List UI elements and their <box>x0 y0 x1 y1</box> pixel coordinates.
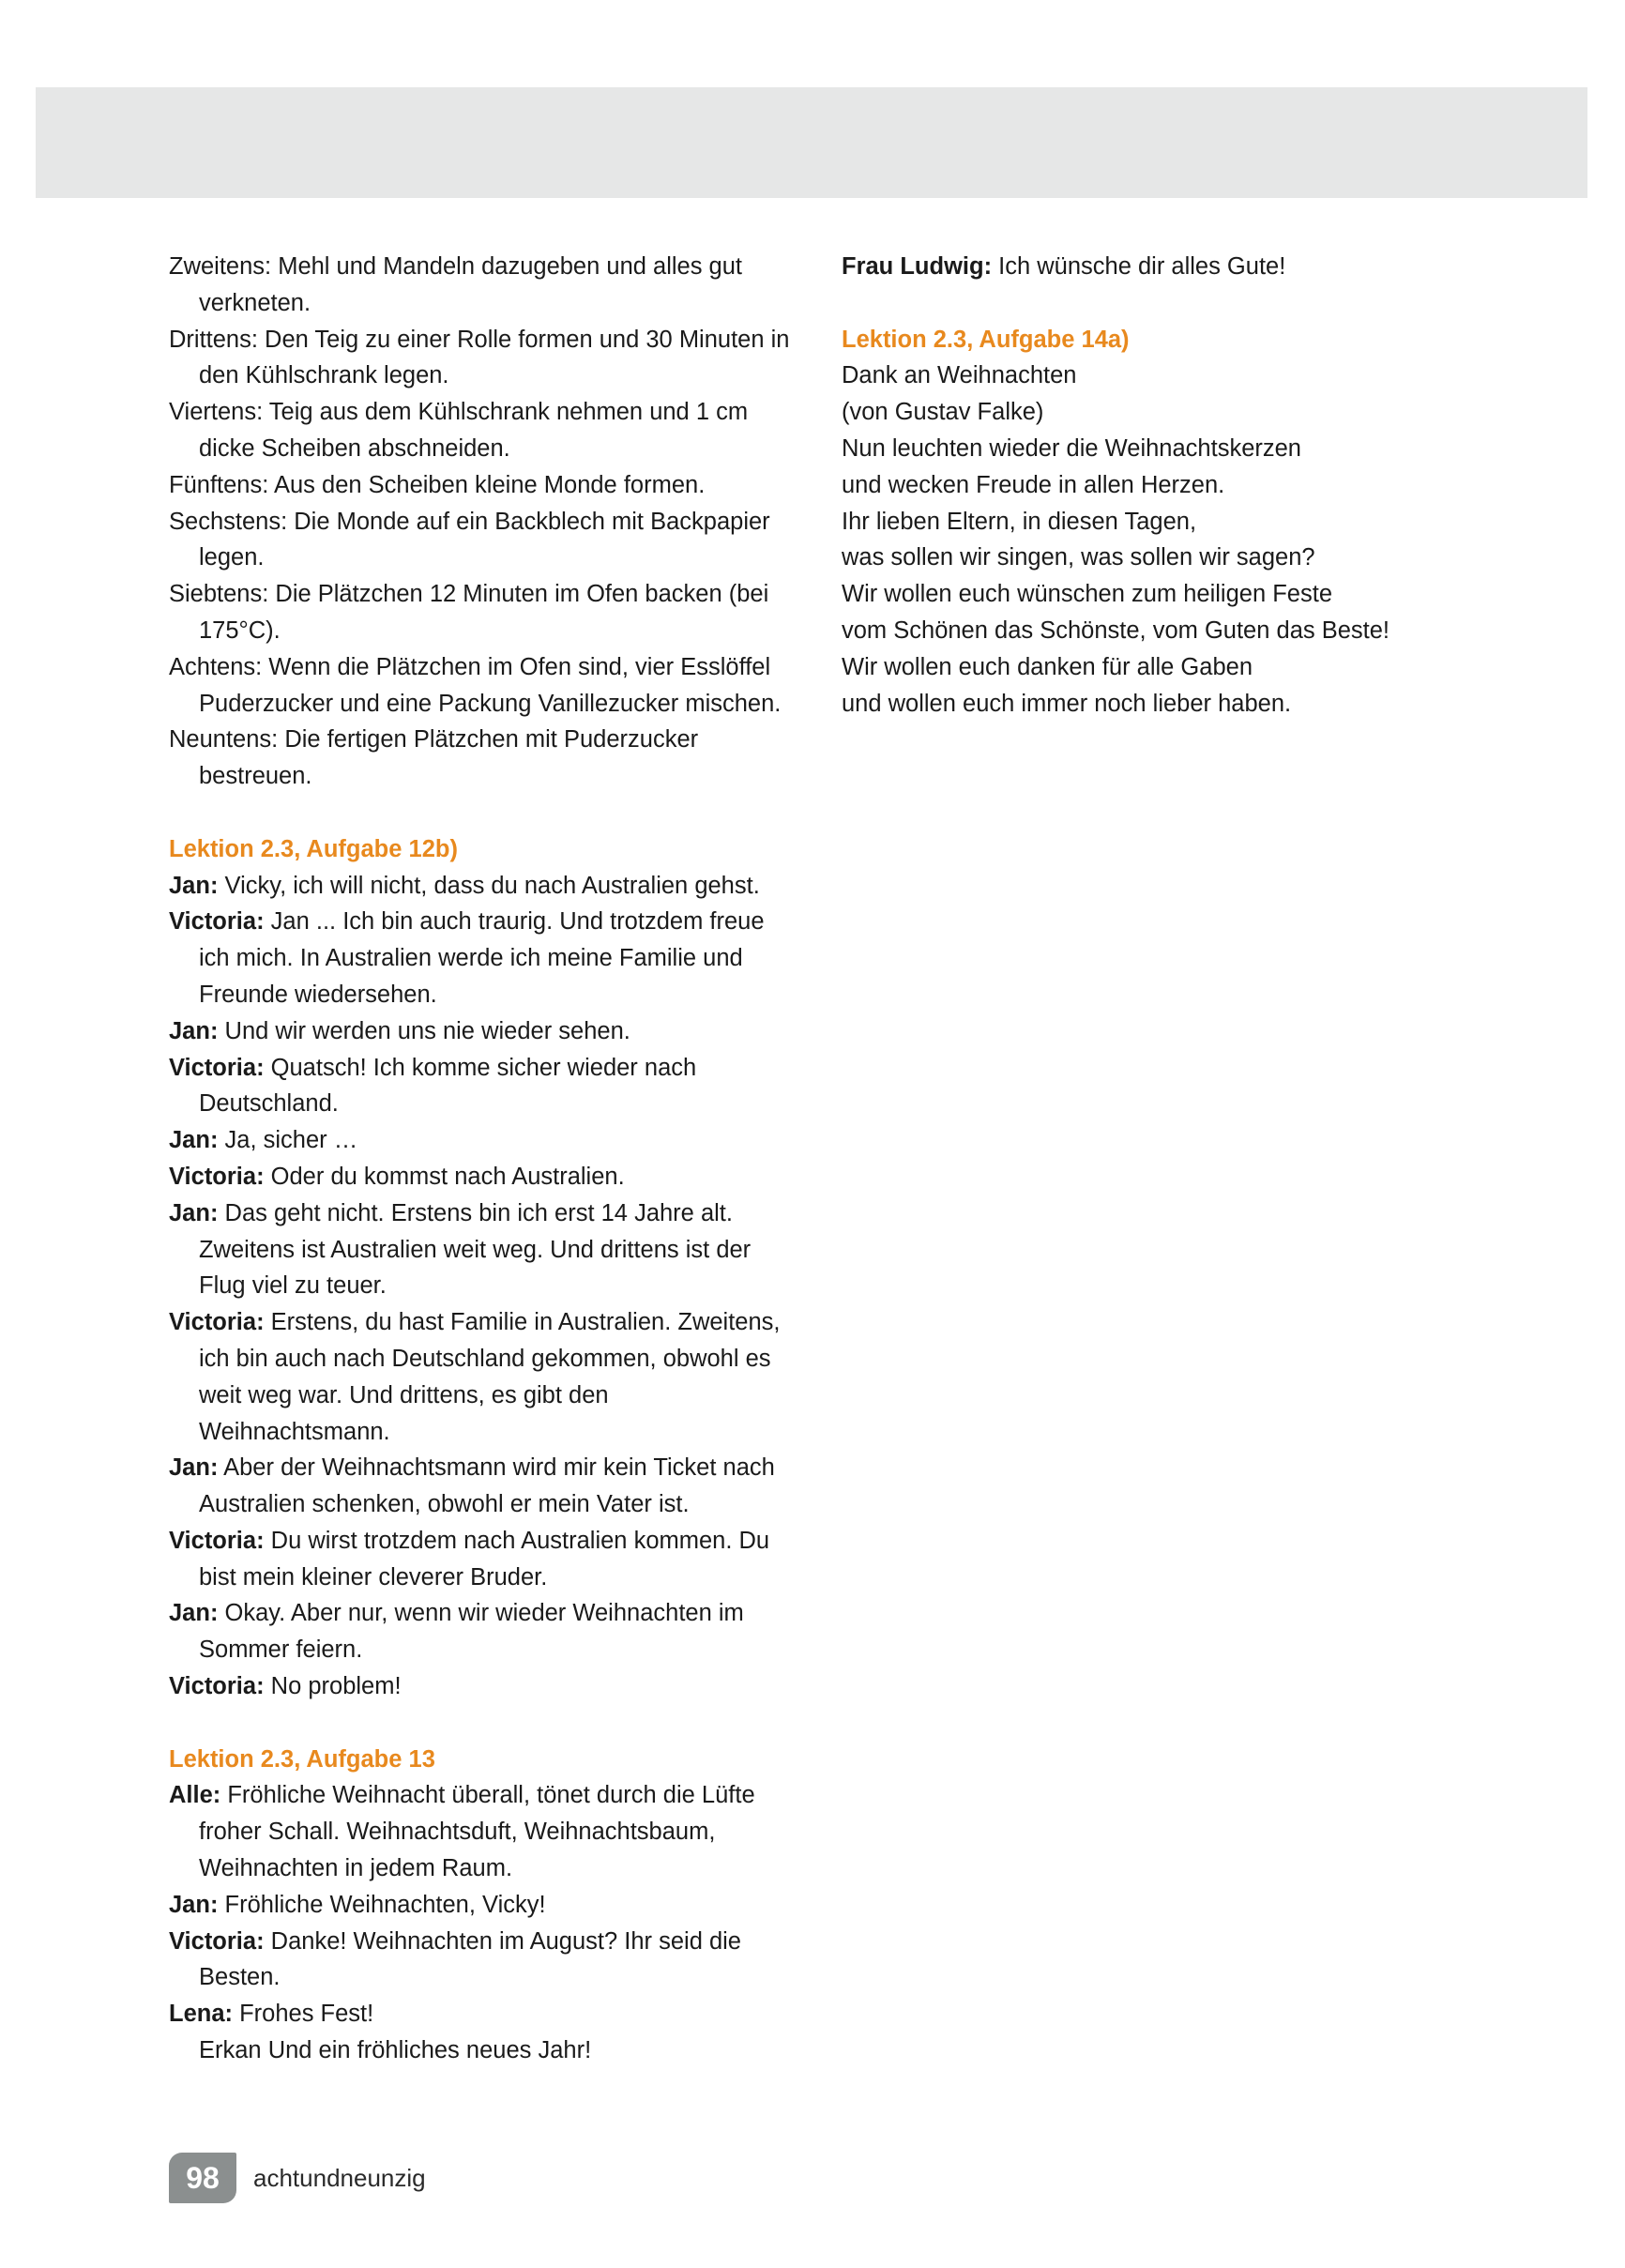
speaker-name: Jan: <box>169 1891 219 1918</box>
left-column <box>169 249 797 2069</box>
dialogue-line <box>169 1013 797 1050</box>
dialogue-line <box>169 1924 797 1997</box>
recipe-step: Drittens: Den Teig zu einer Rolle formen und 30 Minuten in den Kühlschrank legen. <box>169 326 790 389</box>
dialogue-line <box>169 1159 797 1195</box>
recipe-step: Viertens: Teig aus dem Kühlschrank nehmen und 1 cm dicke Scheiben abschneiden. <box>169 399 749 462</box>
poem-line: Wir wollen euch wünschen zum heiligen Feste <box>842 581 1332 608</box>
recipe-step: Sechstens: Die Monde auf ein Backblech mit Backpapier legen. <box>169 508 770 571</box>
speaker-name: Victoria: <box>169 1927 265 1955</box>
dialogue-line <box>169 1122 797 1159</box>
speaker-name: Jan: <box>169 1600 219 1627</box>
speaker-name: Lena: <box>169 2001 234 2028</box>
section-title-13: Lektion 2.3, Aufgabe 13 <box>169 1745 435 1773</box>
section-title-12b: Lektion 2.3, Aufgabe 12b) <box>169 835 458 862</box>
dialogue-line <box>169 1668 797 1705</box>
dialogue-line <box>169 1595 797 1668</box>
dialogue-text: Du wirst trotzdem nach Australien kommen. Du bist mein kleiner cleverer Bruder. <box>199 1527 770 1591</box>
dialogue-text: Ich wünsche dir alles Gute! <box>992 253 1286 280</box>
dialogue-text: Quatsch! Ich komme sicher wieder nach Deutschland. <box>199 1054 697 1118</box>
speaker-name: Victoria: <box>169 1054 265 1081</box>
speaker-name: Frau Ludwig: <box>842 253 993 280</box>
dialogue-text: Okay. Aber nur, wenn wir wieder Weihnachten im Sommer feiern. <box>199 1600 744 1664</box>
dialogue-text: Frohes Fest! <box>233 2001 374 2028</box>
dialogue-line <box>169 904 797 1012</box>
dialogue-text: Ja, sicher … <box>218 1127 358 1154</box>
dialogue-line <box>169 1777 797 1886</box>
page-number-word: achtundneunzig <box>253 2163 426 2192</box>
dialogue-text: Erstens, du hast Familie in Australien. Zweitens, ich bin auch nach Deutschland gekommen, obwohl es weit weg war. Und drittens, es gibt den Weihnachtsmann. <box>199 1309 781 1445</box>
poem-line: und wollen euch immer noch lieber haben. <box>842 690 1292 717</box>
speaker-name: Jan: <box>169 872 219 899</box>
page-number: 98 <box>169 2153 236 2203</box>
poem-line: Ihr lieben Eltern, in diesen Tagen, <box>842 508 1197 535</box>
dialogue-text: Fröhliche Weihnacht überall, tönet durch die Lüfte froher Schall. Weihnachtsduft, Weihnachtsbaum, Weihnachten in jedem Raum. <box>199 1782 755 1882</box>
speaker-name: Victoria: <box>169 1163 265 1190</box>
dialogue-text: Oder du kommst nach Australien. <box>264 1163 625 1190</box>
speaker-name: Jan: <box>169 1199 219 1226</box>
speaker-name: Alle: <box>169 1782 221 1809</box>
recipe-step: Fünftens: Aus den Scheiben kleine Monde formen. <box>169 471 706 498</box>
page-footer <box>169 2152 426 2204</box>
recipe-step: Achtens: Wenn die Plätzchen im Ofen sind, vier Esslöffel Puderzucker und eine Packung Vanillezucker mischen. <box>169 653 782 717</box>
speaker-name: Jan: <box>169 1127 219 1154</box>
dialogue-line <box>169 1050 797 1123</box>
dialogue-line <box>169 1887 797 1924</box>
poem-line: Nun leuchten wieder die Weihnachtskerzen <box>842 434 1301 462</box>
dialogue-text: Das geht nicht. Erstens bin ich erst 14 Jahre alt. Zweitens ist Australien weit weg. Und drittens ist der Flug viel zu teuer. <box>199 1199 752 1300</box>
poem-line: und wecken Freude in allen Herzen. <box>842 471 1225 498</box>
poem-line: vom Schönen das Schönste, vom Guten das Beste! <box>842 616 1390 644</box>
speaker-name: Victoria: <box>169 1527 265 1554</box>
dialogue-text: No problem! <box>264 1673 402 1700</box>
dialogue-continuation: Erkan Und ein fröhliches neues Jahr! <box>199 2037 592 2064</box>
section-title-14a: Lektion 2.3, Aufgabe 14a) <box>842 326 1130 353</box>
dialogue-line <box>169 868 797 905</box>
poem-title: Dank an Weihnachten <box>842 362 1077 389</box>
dialogue-text: Jan ... Ich bin auch traurig. Und trotzdem freue ich mich. In Australien werde ich meine Familie und Freunde wiedersehen. <box>199 908 765 1008</box>
dialogue-line <box>169 1523 797 1596</box>
speaker-name: Victoria: <box>169 1309 265 1336</box>
dialogue-text: Fröhliche Weihnachten, Vicky! <box>218 1891 546 1918</box>
dialogue-line <box>169 1304 797 1450</box>
speaker-name: Victoria: <box>169 1673 265 1700</box>
recipe-step: Siebtens: Die Plätzchen 12 Minuten im Ofen backen (bei 175°C). <box>169 581 769 644</box>
poem-author: (von Gustav Falke) <box>842 399 1044 426</box>
dialogue-text: Danke! Weihnachten im August? Ihr seid die Besten. <box>199 1927 741 1991</box>
dialogue-line <box>842 249 1423 285</box>
dialogue-text: Vicky, ich will nicht, dass du nach Australien gehst. <box>218 872 760 899</box>
dialogue-text: Aber der Weihnachtsmann wird mir kein Ticket nach Australien schenken, obwohl er mein Vater ist. <box>199 1454 775 1518</box>
poem-line: was sollen wir singen, was sollen wir sagen? <box>842 544 1315 571</box>
speaker-name: Jan: <box>169 1017 219 1044</box>
recipe-step: Zweitens: Mehl und Mandeln dazugeben und alles gut verkneten. <box>169 253 742 316</box>
dialogue-text: Und wir werden uns nie wieder sehen. <box>218 1017 630 1044</box>
speaker-name: Jan: <box>169 1454 219 1482</box>
poem-line: Wir wollen euch danken für alle Gaben <box>842 653 1253 680</box>
speaker-name: Victoria: <box>169 908 265 936</box>
dialogue-line <box>169 1195 797 1304</box>
header-band <box>36 87 1587 198</box>
recipe-step: Neuntens: Die fertigen Plätzchen mit Puderzucker bestreuen. <box>169 726 699 790</box>
dialogue-line <box>169 1996 797 2032</box>
right-column <box>842 249 1423 722</box>
dialogue-line <box>169 1450 797 1523</box>
